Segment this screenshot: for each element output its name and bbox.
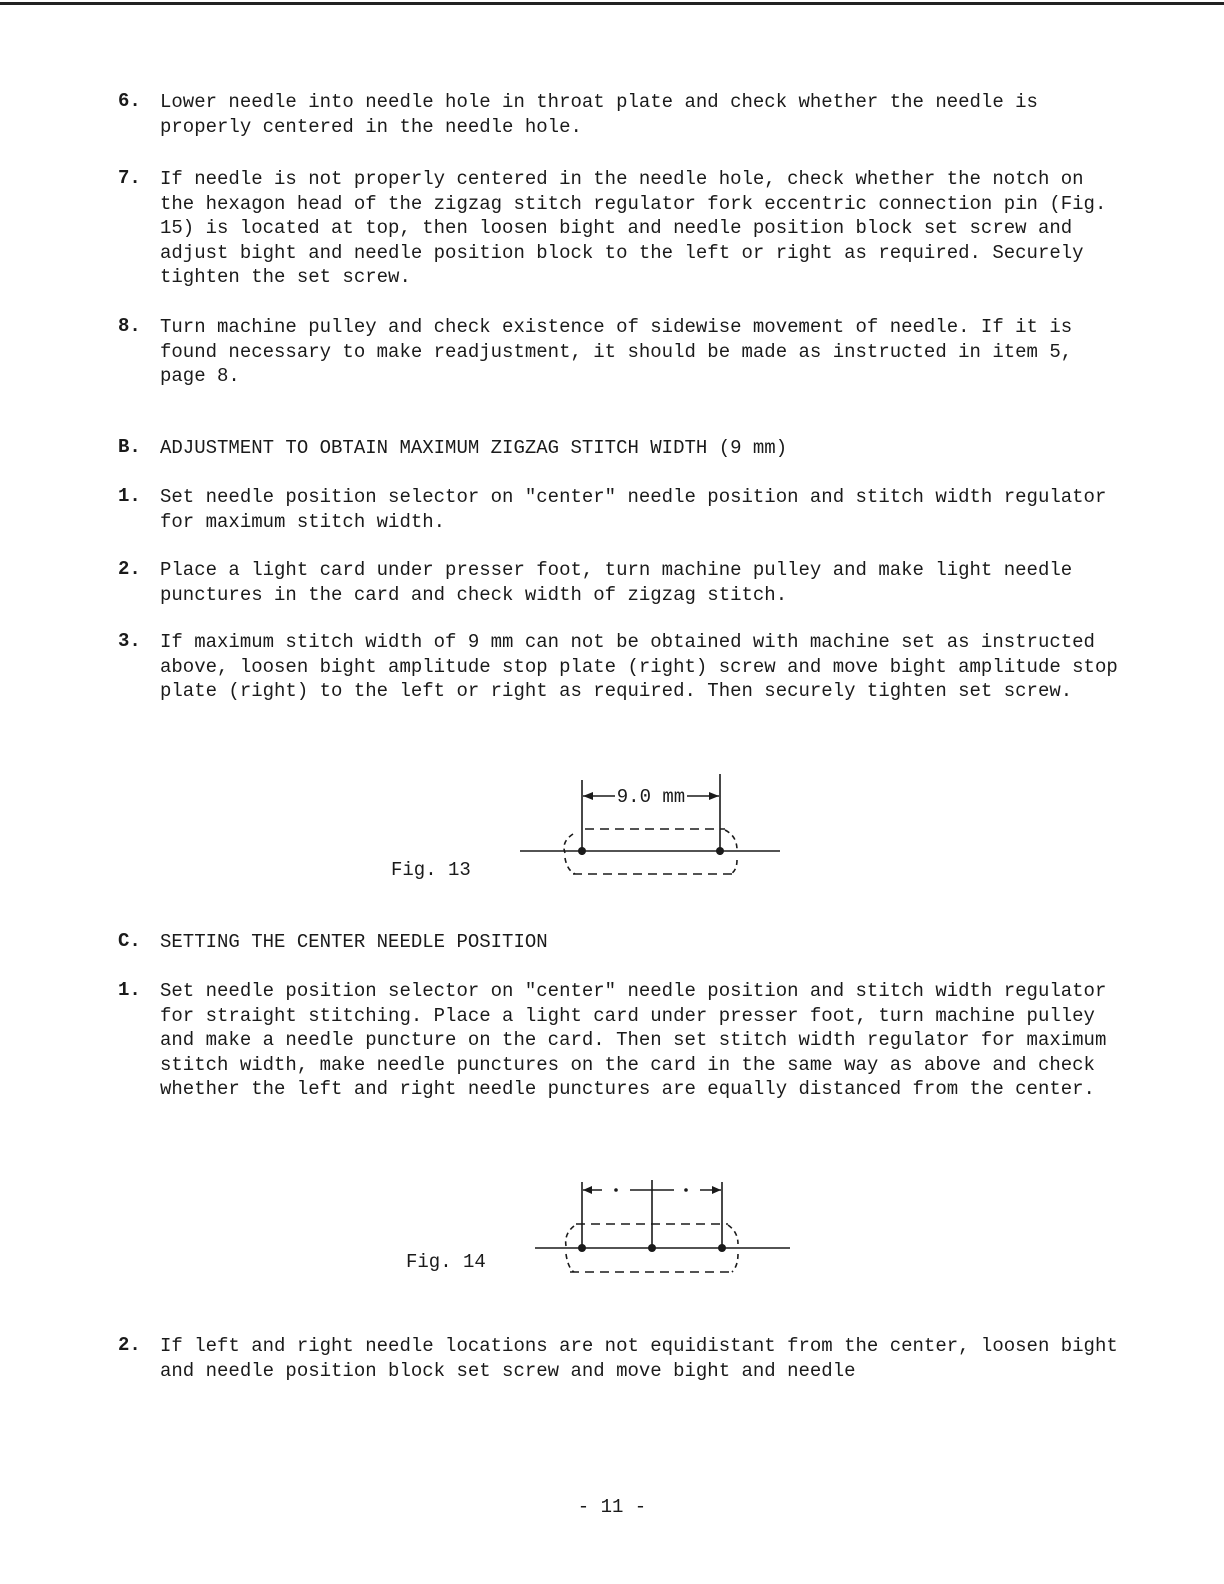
section-b-item-1 <box>118 485 1118 534</box>
section-title: ADJUSTMENT TO OBTAIN MAXIMUM ZIGZAG STITCH WIDTH (9 mm) <box>160 437 788 459</box>
item-text: If needle is not properly centered in the needle hole, check whether the notch on the hexagon head of the zigzag stitch regulator fork eccentric connection pin (Fig. 15) is located at top, then loosen bight and needle position block set screw and adjust bight and needle position block to the left or right as required. Securely tighten the set screw. <box>160 168 1107 288</box>
fig14-diagram <box>530 1172 800 1282</box>
section-b-item-3 <box>118 630 1118 704</box>
section-c-item-1 <box>118 979 1118 1102</box>
fig14-label: Fig. 14 <box>406 1251 486 1273</box>
item-number: 2. <box>118 1334 141 1356</box>
section-letter: C. <box>118 930 141 952</box>
fig13-dimension-text: 9.0 mm <box>616 786 686 808</box>
fig13-label: Fig. 13 <box>391 859 471 881</box>
item-number: 1. <box>118 979 141 1001</box>
section-c-item-2 <box>118 1334 1118 1383</box>
item-number: 1. <box>118 485 141 507</box>
section-b-heading <box>118 436 1118 461</box>
page-number: - 11 - <box>577 1496 647 1518</box>
fig13-left-puncture <box>578 847 586 855</box>
item-text: Lower needle into needle hole in throat plate and check whether the needle is properly centered in the needle hole. <box>160 91 1038 138</box>
item-7 <box>118 167 1118 290</box>
item-6 <box>118 90 1118 139</box>
item-number: 8. <box>118 315 141 337</box>
section-c-heading <box>118 930 1118 955</box>
item-number: 6. <box>118 90 141 112</box>
item-text: Place a light card under presser foot, turn machine pulley and make light needle punctures in the card and check width of zigzag stitch. <box>160 559 1073 606</box>
fig14-left-puncture <box>578 1244 586 1252</box>
item-text: If maximum stitch width of 9 mm can not be obtained with machine set as instructed above, loosen bight amplitude stop plate (right) screw and move bight amplitude stop plate (right) to the left or right as required. Then securely tighten set screw. <box>160 631 1118 702</box>
section-letter: B. <box>118 436 141 458</box>
fig13-arrow-right <box>709 792 719 800</box>
section-b-item-2 <box>118 558 1118 607</box>
fig13-right-puncture <box>716 847 724 855</box>
fig14-center-puncture <box>648 1244 656 1252</box>
fig13-arrow-left <box>583 792 593 800</box>
item-text: Set needle position selector on "center" needle position and stitch width regulator for maximum stitch width. <box>160 486 1107 533</box>
item-number: 3. <box>118 630 141 652</box>
fig14-right-puncture <box>718 1244 726 1252</box>
item-number: 7. <box>118 167 141 189</box>
item-text: Turn machine pulley and check existence of sidewise movement of needle. If it is found necessary to make readjustment, it should be made as instructed in item 5, page 8. <box>160 316 1073 387</box>
item-text: Set needle position selector on "center" needle position and stitch width regulator for straight stitching. Place a light card under presser foot, turn machine pulley and make a needle puncture on the card. Then set stitch width regulator for maximum stitch width, make needle punctures on the card in the same way as above and check whether the left and right needle punctures are equally distanced from the center. <box>160 980 1107 1100</box>
section-title: SETTING THE CENTER NEEDLE POSITION <box>160 931 548 953</box>
fig13-dashed-right-end <box>725 830 737 850</box>
item-8 <box>118 315 1118 389</box>
fig13-dashed-left-end <box>564 834 573 853</box>
item-text: If left and right needle locations are not equidistant from the center, loosen bight and needle position block set screw and move bight and needle <box>160 1335 1118 1382</box>
fig13-diagram <box>515 770 795 885</box>
top-border <box>0 2 1224 5</box>
item-number: 2. <box>118 558 141 580</box>
